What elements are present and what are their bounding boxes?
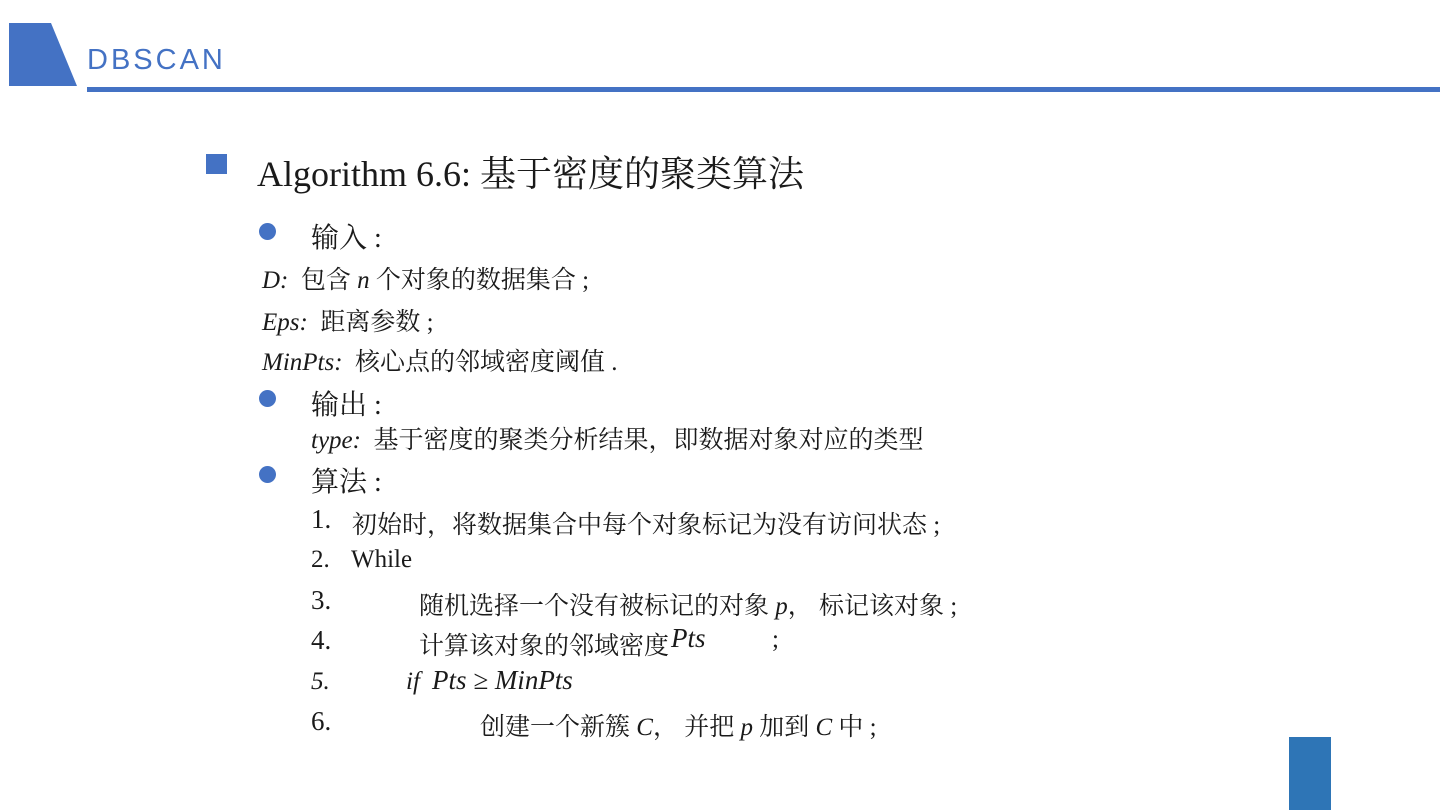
input-item-d [262,260,589,296]
output-desc: 基于密度的聚类分析结果，即数据对象对应的类型 [373,427,924,454]
step-number: 5. [311,668,330,695]
bullet-dot-icon [259,466,276,483]
step-tail: ; [772,626,779,653]
bullet-dot-icon [259,223,276,240]
input-term: MinPts: [262,349,343,376]
step-text-part: 随机选择一个没有被标记的对象 [419,593,776,620]
input-desc: 距离参数 ; [320,309,434,336]
step-text: 初始时，将数据集合中每个对象标记为没有访问状态 ; [352,512,941,539]
step-var: p [740,714,753,741]
input-label: 输入 : [311,223,382,254]
input-term: D: [262,267,289,294]
step-number: 6. [311,706,332,736]
step-number: 2. [311,546,330,573]
algorithm-title: Algorithm 6.6: 基于密度的聚类算法 [257,154,804,194]
header-corner-triangle [9,23,77,86]
step-text-part: 中 ; [832,714,877,741]
input-desc: 包含 [300,267,358,294]
output-item [311,420,923,456]
step-expression: Pts ≥ MinPts [432,665,573,695]
header-divider [87,87,1440,92]
input-term: Eps: [262,309,308,336]
step-text-part: 加到 [752,714,816,741]
step-text [419,586,957,622]
square-bullet-icon [206,154,227,174]
step-text-part: 创建一个新簇 [480,714,637,741]
input-var: n [357,267,370,294]
output-term: type: [311,427,361,454]
step-text-part: ， 并把 [652,714,741,741]
input-item-eps [262,302,434,338]
step-text [480,707,877,743]
corner-decoration [1289,737,1331,810]
step-number: 1. [311,504,332,534]
input-desc: 核心点的邻域密度阈值 . [355,349,618,376]
step-number: 3. [311,585,332,615]
step-keyword: if [406,668,420,695]
step-var: Pts [671,623,706,653]
step-var: C [636,714,653,741]
output-label: 输出 : [311,390,382,421]
input-item-minpts [262,342,618,378]
algo-label: 算法 : [311,467,382,498]
step-number: 4. [311,625,332,655]
step-text-part: ， 标记该对象 ; [787,593,958,620]
step-var: C [815,714,833,741]
bullet-dot-icon [259,390,276,407]
slide-title: DBSCAN [87,44,226,76]
step-var: p [775,593,788,620]
step-text: 计算该对象的邻域密度 [419,633,670,660]
input-desc: 个对象的数据集合 ; [369,267,590,294]
step-text: While [351,546,413,573]
